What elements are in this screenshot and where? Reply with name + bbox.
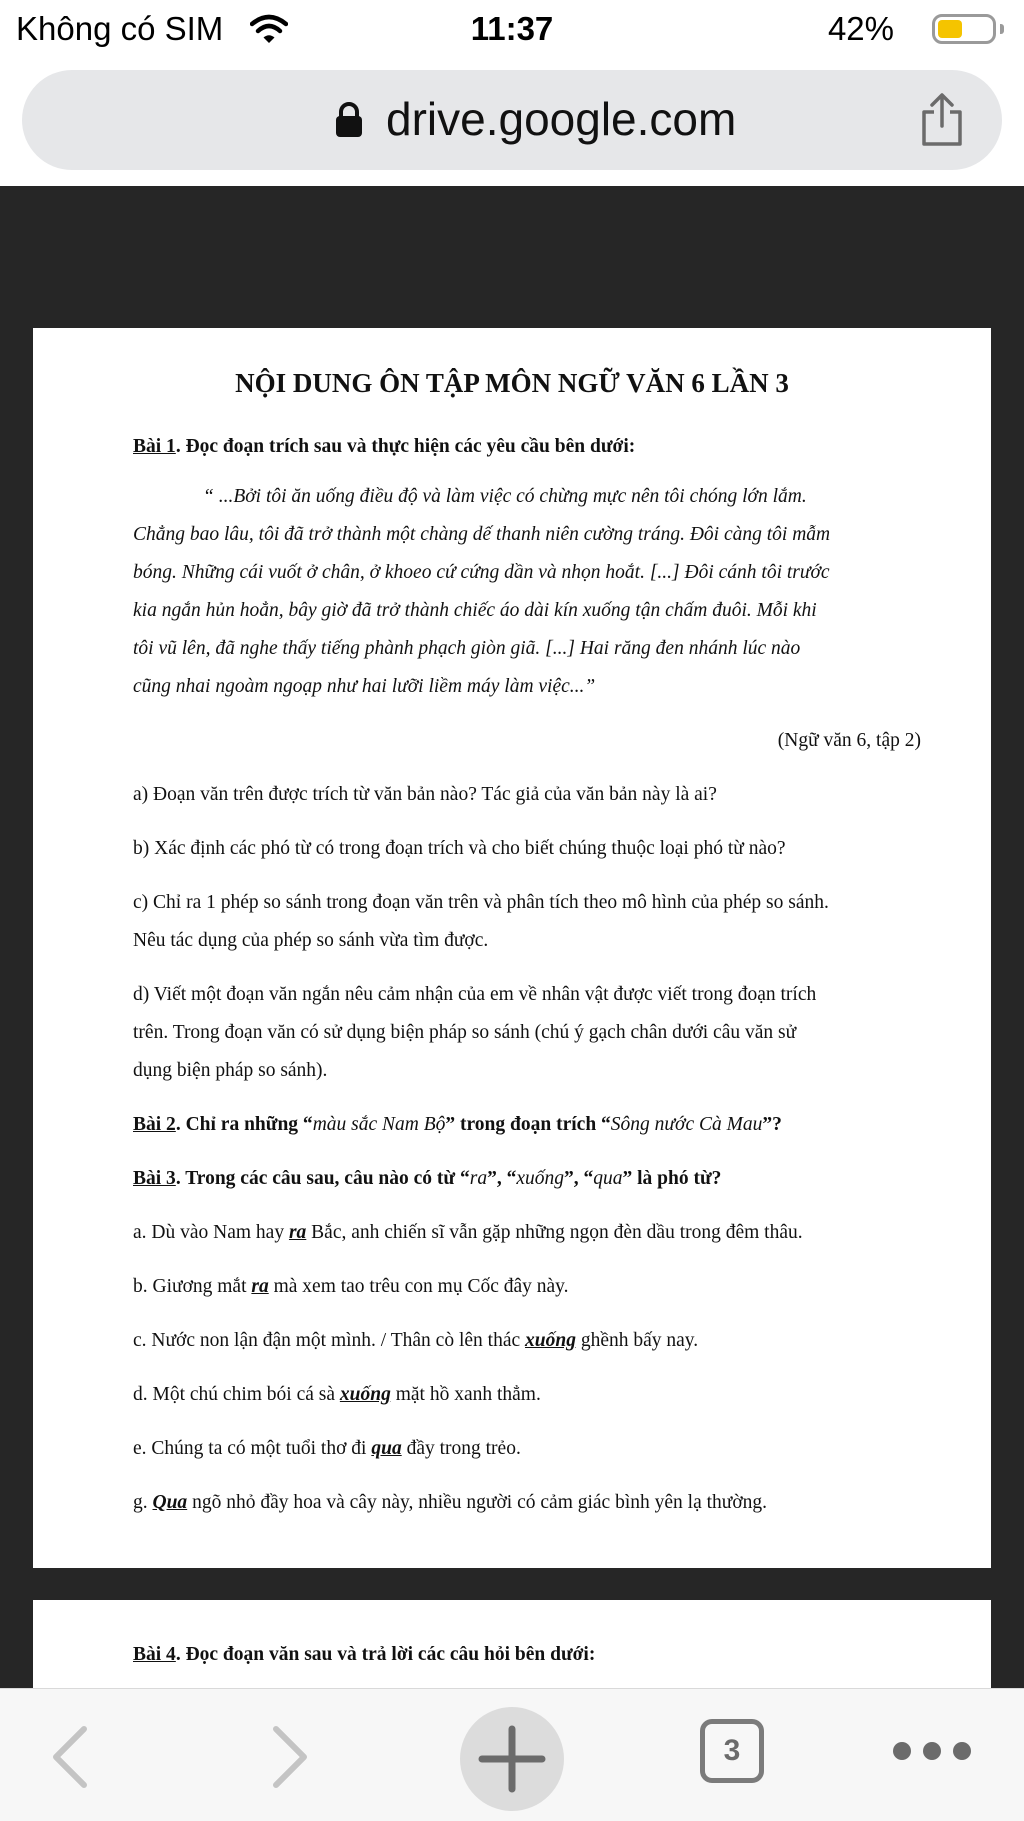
sentence-g: g. Qua ngõ nhỏ đầy hoa và cây này, nhiều người có cảm giác bình yên lạ thường. <box>133 1492 768 1513</box>
lock-icon <box>334 102 364 138</box>
quote-source: (Ngữ văn 6, tập 2) <box>777 730 921 751</box>
question-d-line: dụng biện pháp so sánh). <box>133 1060 328 1081</box>
more-icon[interactable] <box>892 1739 972 1763</box>
bai1-heading: Bài 1. Đọc đoạn trích sau và thực hiện các yêu cầu bên dưới: <box>133 436 636 457</box>
quote-line: “ ...Bởi tôi ăn uống điều độ và làm việc có chừng mực nên tôi chóng lớn lắm. <box>203 486 807 507</box>
question-a: a) Đoạn văn trên được trích từ văn bản nào? Tác giả của văn bản này là ai? <box>133 784 717 805</box>
battery-tip <box>1000 24 1004 34</box>
plus-icon <box>460 1707 564 1811</box>
sentence-b: b. Giương mắt ra mà xem tao trêu con mụ Cốc đây này. <box>133 1276 569 1297</box>
url-text[interactable]: drive.google.com <box>386 93 737 145</box>
bai4-heading: Bài 4. Đọc đoạn văn sau và trả lời các câu hỏi bên dưới: <box>133 1644 596 1665</box>
question-c-line: Nêu tác dụng của phép so sánh vừa tìm được. <box>133 930 489 951</box>
browser-toolbar <box>0 1688 1024 1821</box>
address-bar[interactable] <box>22 70 1002 170</box>
forward-icon[interactable] <box>268 1725 312 1789</box>
sentence-c: c. Nước non lận đận một mình. / Thân cò lên thác xuống ghềnh bấy nay. <box>133 1330 699 1351</box>
battery-icon <box>932 14 996 44</box>
sentence-e: e. Chúng ta có một tuổi thơ đi qua đầy trong trẻo. <box>133 1438 521 1459</box>
quote-line: kia ngắn hủn hoẳn, bây giờ đã trở thành chiếc áo dài kín xuống tận chấm đuôi. Mỗi khi <box>133 600 817 621</box>
document-viewer[interactable] <box>0 186 1024 1688</box>
quote-line: tôi vũ lên, đã nghe thấy tiếng phành phạch giòn giã. [...] Hai răng đen nhánh lúc nào <box>133 638 801 659</box>
question-b: b) Xác định các phó từ có trong đoạn trích và cho biết chúng thuộc loại phó từ nào? <box>133 838 786 859</box>
bai2-heading: Bài 2. Chỉ ra những “màu sắc Nam Bộ” trong đoạn trích “Sông nước Cà Mau”? <box>133 1114 782 1135</box>
battery-percent: 42% <box>827 10 894 47</box>
quote-line: cũng nhai ngoàm ngoạp như hai lưỡi liềm máy làm việc...” <box>133 676 596 697</box>
carrier-label: Không có SIM <box>16 10 224 47</box>
clock: 11:37 <box>470 10 554 47</box>
document-page-1 <box>33 328 991 1568</box>
question-c-line: c) Chỉ ra 1 phép so sánh trong đoạn văn trên và phân tích theo mô hình của phép so sánh. <box>133 892 829 913</box>
sentence-d: d. Một chú chim bói cá sà xuống mặt hồ xanh thẳm. <box>133 1384 541 1405</box>
sentence-a: a. Dù vào Nam hay ra Bắc, anh chiến sĩ vẫn gặp những ngọn đèn dầu trong đêm thâu. <box>133 1222 803 1243</box>
question-d-line: d) Viết một đoạn văn ngắn nêu cảm nhận của em về nhân vật được viết trong đoạn trích <box>133 984 817 1005</box>
question-d-line: trên. Trong đoạn văn có sử dụng biện pháp so sánh (chú ý gạch chân dưới câu văn sử <box>133 1022 797 1043</box>
bai3-heading: Bài 3. Trong các câu sau, câu nào có từ “ra”, “xuống”, “qua” là phó từ? <box>133 1168 722 1189</box>
quote-line: bóng. Những cái vuốt ở chân, ở khoeo cứ cứng dần và nhọn hoắt. [...] Đôi cánh tôi trước <box>133 562 830 583</box>
document-page-2 <box>33 1600 991 1688</box>
new-tab-button[interactable] <box>460 1707 564 1811</box>
tab-switcher-button[interactable]: 3 <box>700 1719 764 1783</box>
share-icon[interactable] <box>916 92 968 148</box>
document-title: NỘI DUNG ÔN TẬP MÔN NGỮ VĂN 6 LẦN 3 <box>235 368 789 398</box>
back-icon[interactable] <box>48 1725 92 1789</box>
status-bar <box>0 0 1024 58</box>
quote-line: Chẳng bao lâu, tôi đã trở thành một chàng dế thanh niên cường tráng. Đôi càng tôi mẫm <box>133 524 831 545</box>
